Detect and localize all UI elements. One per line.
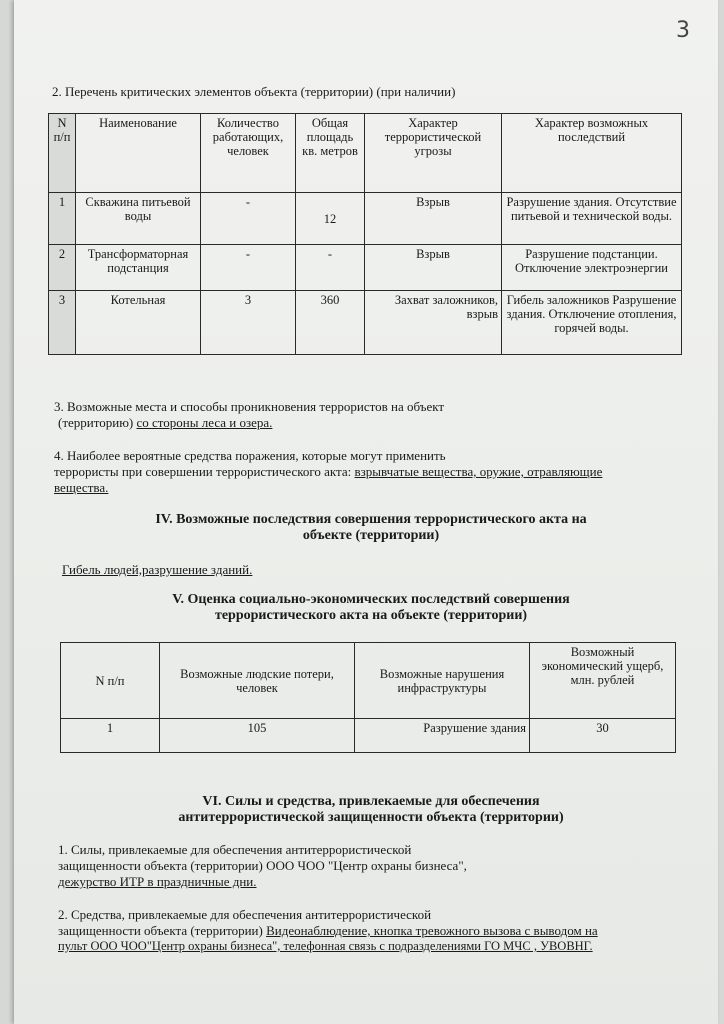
s6-item2-value: Видеонаблюдение, кнопка тревожного вызова с выводом на bbox=[266, 923, 598, 938]
header-cell: Количество работающих, человек bbox=[201, 114, 296, 193]
table-cell: Разрушение здания. Отсутствие питьевой и технической воды. bbox=[502, 193, 682, 245]
header-cell: Наименование bbox=[76, 114, 201, 193]
table-row bbox=[49, 193, 682, 245]
table-cell: 360 bbox=[296, 291, 365, 355]
section4-text: Гибель людей,разрушение зданий. bbox=[62, 562, 253, 577]
table-cell: Гибель заложников Разрушение здания. Отключение отопления, горячей воды. bbox=[502, 291, 682, 355]
item3-prefix: (территорию) bbox=[58, 415, 134, 430]
table-cell: 12 bbox=[296, 193, 365, 245]
table-cell: - bbox=[201, 245, 296, 291]
section6-title-line1: VI. Силы и средства, привлекаемые для обеспечения bbox=[202, 794, 540, 809]
table-row bbox=[49, 291, 682, 355]
table-cell: Котельная bbox=[76, 291, 201, 355]
table-cell: - bbox=[201, 193, 296, 245]
header-cell: Общая площадь кв. метров bbox=[296, 114, 365, 193]
s6-item1-line3: дежурство ИТР в праздничные дни. bbox=[58, 874, 257, 889]
table-cell: Разрушение здания bbox=[355, 719, 530, 753]
s6-item1-line1: 1. Силы, привлекаемые для обеспечения антитеррористической bbox=[58, 842, 412, 857]
s6-item2-line1: 2. Средства, привлекаемые для обеспечения антитеррористической bbox=[58, 907, 432, 922]
table-cell: Взрыв bbox=[365, 193, 502, 245]
header-cell: N п/п bbox=[61, 643, 160, 719]
s6-item2-line2 bbox=[58, 923, 598, 938]
table-cell: Взрыв bbox=[365, 245, 502, 291]
item3-value: со стороны леса и озера. bbox=[136, 415, 273, 430]
section4-title-line1: IV. Возможные последствия совершения террористического акта на bbox=[155, 512, 587, 527]
header-cell: Возможный экономический ущерб, млн. рублей bbox=[530, 643, 676, 719]
table-cell: 3 bbox=[49, 291, 76, 355]
table-cell: 105 bbox=[160, 719, 355, 753]
s6-item2-prefix: защищенности объекта (территории) bbox=[58, 923, 263, 938]
table-row bbox=[49, 245, 682, 291]
section5-title-line2: террористического акта на объекте (территории) bbox=[214, 608, 528, 623]
table-cell: Захват заложников, взрыв bbox=[365, 291, 502, 355]
table-cell: Скважина питьевой воды bbox=[76, 193, 201, 245]
table-cell: 30 bbox=[530, 719, 676, 753]
table-cell: Трансформаторная подстанция bbox=[76, 245, 201, 291]
section6-title-line2: антитеррористической защищенности объекта (территории) bbox=[178, 810, 564, 825]
section4-title-line2: объекте (территории) bbox=[302, 528, 440, 543]
section2-title: 2. Перечень критических элементов объекта (территории) (при наличии) bbox=[52, 84, 456, 99]
table-row bbox=[61, 719, 676, 753]
table-cell: 3 bbox=[201, 291, 296, 355]
header-cell: Характер террористической угрозы bbox=[365, 114, 502, 193]
table-header-row bbox=[61, 643, 676, 719]
document-page bbox=[14, 0, 718, 1024]
item3-line2 bbox=[58, 415, 272, 430]
item4-prefix: террористы при совершении террористического акта: bbox=[54, 464, 352, 479]
table-cell: - bbox=[296, 245, 365, 291]
consequences-table bbox=[60, 642, 676, 753]
table-cell: 2 bbox=[49, 245, 76, 291]
table-header-row bbox=[49, 114, 682, 193]
item4-value: взрывчатые вещества, оружие, отравляющие bbox=[354, 464, 603, 479]
page-number: 3 bbox=[676, 18, 690, 43]
s6-item2-line3: пульт ООО ЧОО"Центр охраны бизнеса", телефонная связь с подразделениями ГО МЧС , УВОВНГ. bbox=[58, 939, 593, 953]
item4-line1: 4. Наиболее вероятные средства поражения, которые могут применить bbox=[54, 448, 446, 463]
item4-line3: вещества. bbox=[54, 480, 109, 495]
table-cell: 1 bbox=[49, 193, 76, 245]
table-cell: Разрушение подстанции. Отключение электроэнергии bbox=[502, 245, 682, 291]
item3-line1: 3. Возможные места и способы проникновения террористов на объект bbox=[54, 399, 445, 414]
table-cell: 1 bbox=[61, 719, 160, 753]
critical-elements-table bbox=[48, 113, 682, 355]
header-cell: Возможные нарушения инфраструктуры bbox=[355, 643, 530, 719]
s6-item1-line2: защищенности объекта (территории) ООО ЧОО "Центр охраны бизнеса", bbox=[58, 858, 467, 873]
header-cell: N п/п bbox=[49, 114, 76, 193]
item4-line2 bbox=[54, 464, 602, 479]
header-cell: Характер возможных последствий bbox=[502, 114, 682, 193]
section5-title-line1: V. Оценка социально-экономических последствий совершения bbox=[172, 592, 570, 607]
header-cell: Возможные людские потери, человек bbox=[160, 643, 355, 719]
